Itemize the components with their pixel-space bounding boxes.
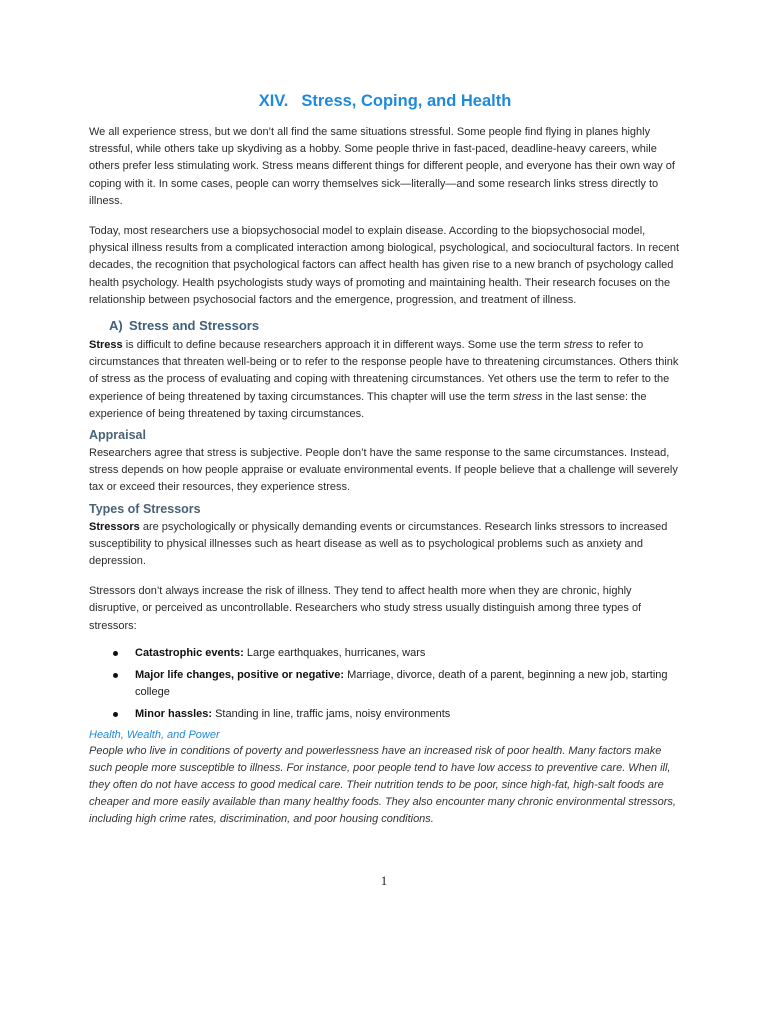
list-item — [89, 706, 681, 723]
stressors-text: are psychologically or physically demanding events or circumstances. Research links stressors to increased susceptibility to physical illnesses such as heart disease as well as to psychological problems such as anxiety and depression. — [89, 520, 668, 568]
term-stressors: Stressors — [89, 520, 140, 533]
term-stress-italic: stress — [563, 339, 594, 352]
stress-definition-paragraph — [89, 337, 681, 423]
list-item — [89, 667, 681, 701]
subheading-appraisal: Appraisal — [89, 428, 146, 443]
sidebar-title: Health, Wealth, and Power — [89, 728, 220, 741]
appraisal-paragraph: Researchers agree that stress is subjective. People don’t have the same response to the same circumstances. Instead, stress depends on how people appraise or evaluate environmental events. If people believe that a challenge will severely tax or exceed their resources, they experience stress. — [89, 447, 678, 494]
stress-text-part-1: is difficult to define because researchers approach it in different ways. Some use the term — [122, 339, 564, 352]
page-title — [89, 92, 681, 111]
chapter-title: Stress, Coping, and Health — [301, 92, 512, 110]
term-stress: Stress — [89, 339, 123, 352]
stressors-risk-paragraph: Stressors don’t always increase the risk of illness. They tend to affect health more when they are chronic, highly disruptive, or perceived as uncontrollable. Researchers who study stress usually distinguish among three types of stressors: — [89, 585, 642, 632]
list-item-text: Marriage, divorce, death of a parent, beginning a new job, starting college — [135, 669, 668, 699]
list-item-label: Minor hassles: — [135, 708, 213, 721]
page-number: 1 — [380, 873, 388, 888]
bullet-icon — [113, 673, 118, 678]
list-item-text: Standing in line, traffic jams, noisy environments — [212, 708, 451, 721]
stressors-paragraph — [89, 519, 681, 571]
intro-paragraph-2: Today, most researchers use a biopsychosocial model to explain disease. According to the biopsychosocial model, physical illness results from a complicated interaction among biological, psychological, and sociocultural factors. In recent decades, the recognition that psychological factors can affect health has given rise to a new branch of psychology called health psychology. Health psychologists study ways of promoting and maintaining health. Their research focuses on the relationship between psychosocial factors and the emergence, progression, and treatment of illness. — [89, 225, 680, 306]
section-heading-stress-and-stressors — [89, 318, 681, 333]
list-item-label: Catastrophic events: — [135, 646, 244, 659]
bullet-icon — [113, 651, 118, 656]
bullet-icon — [113, 712, 118, 717]
stressor-types-list — [89, 645, 681, 724]
chapter-number: XIV. — [258, 92, 289, 110]
section-letter: A) — [109, 318, 123, 334]
list-item-label: Major life changes, positive or negative: — [135, 669, 345, 682]
subheading-types-of-stressors: Types of Stressors — [89, 501, 201, 516]
section-heading-text: Stress and Stressors — [129, 318, 260, 334]
intro-paragraph-1: We all experience stress, but we don’t all find the same situations stressful. Some people find flying in planes highly stressful, while others take up skydiving as a hobby. Some people thrive in fast-paced, deadline-heavy careers, while others prefer less stimulating work. Stress means different things for different people, and everyone has their own way of coping with it. In some cases, people can worry themselves sick—literally—and some research links stress directly to illness. — [89, 126, 675, 207]
stress-text-part-3: in the last sense: the experience of being threatened by taxing circumstances. — [89, 390, 647, 420]
term-stress-italic-2: stress — [513, 390, 543, 403]
page-content — [89, 92, 681, 828]
stress-text-part-2: to refer to circumstances that threaten well-being or to refer to the response people have to threatening circumstances. Others think of stress as the process of evaluating and coping with threatening circumstances. Yet others use the term to refer to the experience of being threatened by taxing circumstances. This chapter will use the term — [89, 339, 679, 403]
list-item — [89, 645, 681, 662]
list-item-text: Large earthquakes, hurricanes, wars — [243, 646, 426, 659]
sidebar-paragraph: People who live in conditions of poverty and powerlessness have an increased risk of poor health. Many factors make such people more susceptible to illness. For instance, poor people tend to have low access to preventive care. When ill, they often do not have access to good medical care. Their nutrition tends to be poor, since high-fat, high-salt foods are cheaper and more easily available than many healthy foods. They also encounter many chronic environmental stressors, including high crime rates, discrimination, and poor housing conditions. — [89, 744, 676, 825]
